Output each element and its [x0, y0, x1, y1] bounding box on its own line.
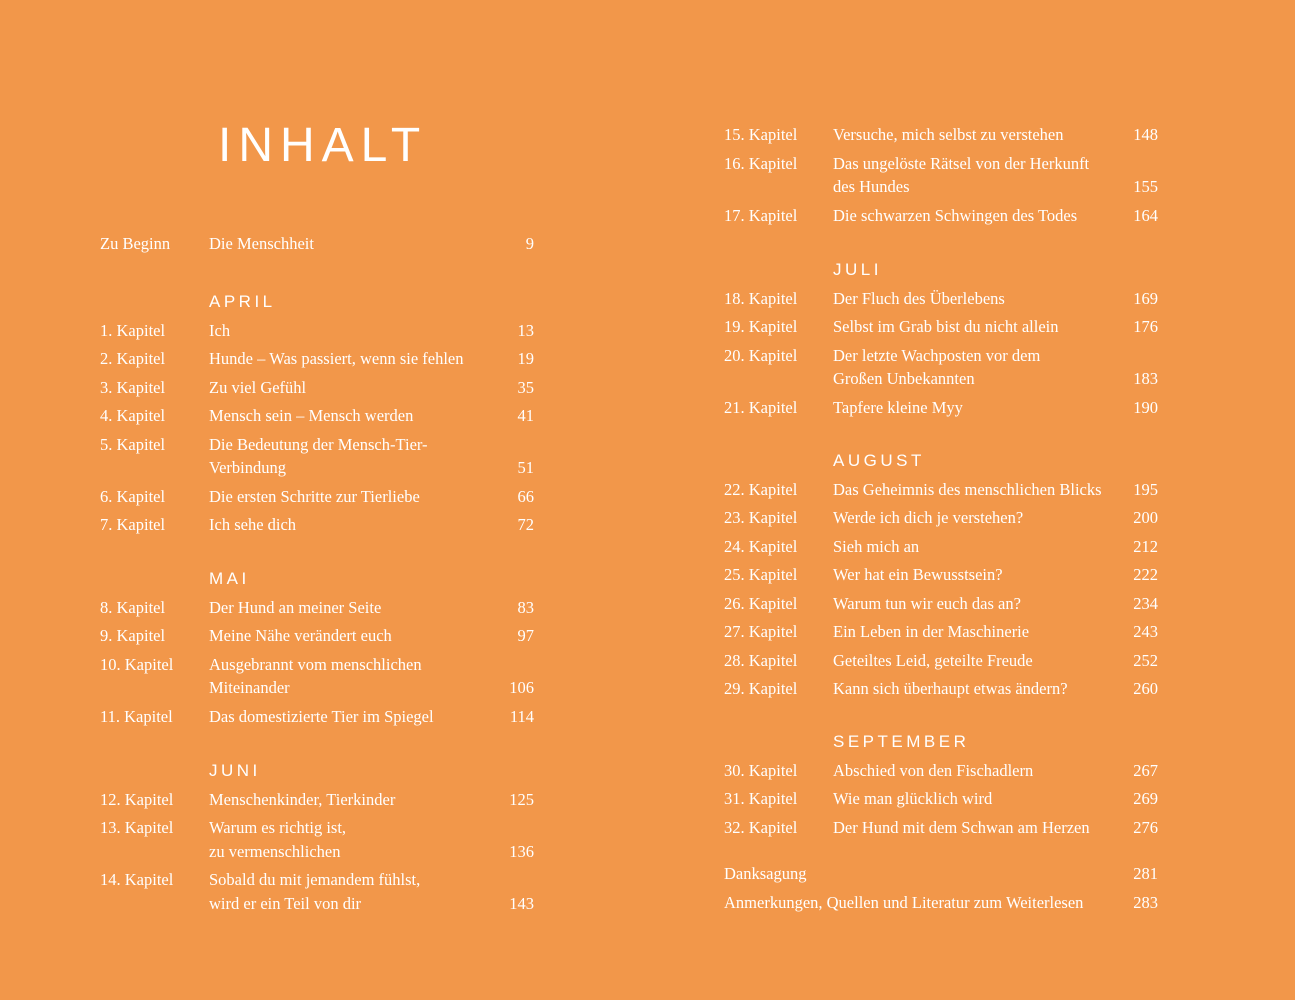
toc-entry: [724, 862, 1158, 886]
entry-title-line: Hunde – Was passiert, wenn sie fehlen: [209, 349, 464, 368]
entry-title-line: Das ungelöste Rätsel von der Herkunft: [833, 153, 1090, 173]
entry-title-line: Geteiltes Leid, geteilte Freude: [833, 650, 1033, 670]
entry-title-line: des Hundes: [833, 177, 910, 196]
toc-entry: [100, 816, 534, 863]
entry-label: 4. Kapitel: [100, 406, 166, 425]
entry-label: 15. Kapitel: [724, 125, 798, 144]
entry-label: 30. Kapitel: [724, 760, 798, 780]
entry-list: [724, 759, 1158, 840]
entry-page: 243: [1133, 622, 1158, 641]
toc-entry: [100, 788, 534, 812]
entry-page: 212: [1133, 536, 1158, 556]
entry-label: 27. Kapitel: [724, 622, 798, 641]
entry-title-line: Die schwarzen Schwingen des Todes: [833, 205, 1078, 225]
entry-list: [724, 287, 1158, 420]
entry-page: 234: [1133, 593, 1158, 613]
month-heading: APRIL: [209, 292, 276, 311]
toc-entry: [100, 624, 534, 648]
entry-title-line: Der letzte Wachposten vor dem: [833, 345, 1041, 365]
entry-page: 276: [1133, 817, 1158, 837]
back-matter: [724, 862, 1158, 914]
entry-page: 169: [1133, 288, 1158, 308]
entry-page: 267: [1133, 760, 1158, 780]
toc-entry: [724, 816, 1158, 840]
entry-page: 66: [517, 486, 534, 506]
toc-entry: [724, 677, 1158, 701]
entry-title-line: Kann sich überhaupt etwas ändern?: [833, 679, 1068, 698]
toc-entry: [724, 592, 1158, 616]
entry-page: 72: [517, 515, 534, 534]
toc-entry: [724, 506, 1158, 530]
toc-entry: [724, 891, 1158, 915]
section-september: [724, 730, 1158, 844]
entry-title-line: Miteinander: [209, 678, 290, 697]
entry-page: 183: [1133, 369, 1158, 388]
entry-list: [100, 596, 534, 729]
entry-title-line: zu vermenschlichen: [209, 841, 341, 861]
entry-title: Anmerkungen, Quellen und Literatur zum Weiterlesen: [724, 892, 1084, 912]
toc-entry: [100, 376, 534, 400]
toc-column-right: [724, 123, 1158, 232]
entry-title-line: Das Geheimnis des menschlichen Blicks: [833, 479, 1102, 499]
entry-label: 32. Kapitel: [724, 817, 798, 837]
entry-title-line: Menschenkinder, Tierkinder: [209, 789, 396, 809]
entry-label: 25. Kapitel: [724, 565, 798, 584]
entry-title-line: Tapfere kleine Myy: [833, 397, 963, 417]
entry-label: 7. Kapitel: [100, 515, 166, 534]
entry-list: [724, 123, 1158, 227]
toc-entry: [100, 513, 534, 537]
entry-page: 83: [517, 597, 534, 617]
toc-entry: [724, 152, 1158, 199]
toc-entry: [724, 649, 1158, 673]
toc-entry: [100, 596, 534, 620]
entry-label: 6. Kapitel: [100, 486, 166, 506]
entry-label: 1. Kapitel: [100, 320, 166, 340]
entry-label: 11. Kapitel: [100, 706, 173, 726]
entry-title-line: Der Fluch des Überlebens: [833, 288, 1005, 308]
toc-entry: [100, 232, 534, 256]
section-juni: [100, 759, 534, 920]
entry-label: 19. Kapitel: [724, 317, 798, 336]
month-heading: AUGUST: [833, 451, 925, 470]
toc-entry: [724, 315, 1158, 339]
entry-page: 164: [1133, 205, 1158, 225]
entry-title-line: Versuche, mich selbst zu verstehen: [833, 125, 1064, 144]
entry-label: 22. Kapitel: [724, 479, 798, 499]
entry-label: 16. Kapitel: [724, 153, 798, 173]
toc-entry: [724, 787, 1158, 811]
toc-entry: [100, 868, 534, 915]
page-title: INHALT: [218, 119, 428, 172]
entry-title-line: Warum es richtig ist,: [209, 818, 347, 837]
entry-title-line: Mensch sein – Mensch werden: [209, 406, 414, 425]
entry-title-line: Abschied von den Fischadlern: [833, 760, 1034, 780]
entry-label: 2. Kapitel: [100, 349, 166, 368]
toc-entry: [100, 433, 534, 480]
toc-entry: [724, 204, 1158, 228]
entry-label: 28. Kapitel: [724, 650, 798, 670]
toc-entry: [100, 347, 534, 371]
entry-label: 12. Kapitel: [100, 789, 174, 809]
entry-page: 106: [509, 678, 534, 697]
entry-label: 18. Kapitel: [724, 288, 798, 308]
entry-page: 143: [509, 893, 534, 913]
toc-entry: [724, 344, 1158, 391]
toc-column-left: [100, 232, 534, 256]
entry-page: 222: [1133, 565, 1158, 584]
entry-page: 125: [509, 789, 534, 809]
entry-title-line: Ich: [209, 320, 231, 340]
entry-title-line: wird er ein Teil von dir: [209, 893, 362, 913]
entry-title-line: Verbindung: [209, 458, 286, 477]
entry-label: 14. Kapitel: [100, 870, 174, 889]
entry-page: 260: [1133, 679, 1158, 698]
entry-label: Zu Beginn: [100, 234, 171, 253]
entry-page: 269: [1133, 789, 1158, 808]
month-heading: JULI: [833, 260, 882, 279]
entry-page: 9: [525, 234, 534, 253]
entry-title: Die Menschheit: [209, 234, 314, 253]
entry-page: 176: [1133, 317, 1158, 336]
toc-entry: [724, 396, 1158, 420]
entry-page: 283: [1133, 892, 1158, 912]
entry-title-line: Das domestizierte Tier im Spiegel: [209, 706, 434, 726]
entry-label: 23. Kapitel: [724, 508, 798, 527]
entry-label: 9. Kapitel: [100, 626, 166, 645]
entry-page: 190: [1133, 397, 1158, 417]
entry-label: 8. Kapitel: [100, 597, 166, 617]
entry-page: 97: [517, 626, 534, 645]
section-april: [100, 290, 534, 542]
entry-title-line: Ausgebrannt vom menschlichen: [209, 654, 422, 674]
entry-page: 114: [509, 706, 534, 726]
entry-list: [100, 319, 534, 537]
toc-entry: [100, 485, 534, 509]
entry-label: 31. Kapitel: [724, 789, 798, 808]
toc-entry: [100, 705, 534, 729]
section-mai: [100, 567, 534, 733]
entry-page: 148: [1133, 125, 1158, 144]
entry-label: 29. Kapitel: [724, 679, 798, 698]
entry-page: 35: [517, 377, 534, 397]
entry-title-line: Wie man glücklich wird: [833, 789, 993, 808]
entry-title-line: Werde ich dich je verstehen?: [833, 508, 1024, 527]
toc-entry: [100, 653, 534, 700]
entry-title-line: Ein Leben in der Maschinerie: [833, 622, 1030, 641]
toc-entry: [724, 535, 1158, 559]
entry-label: 21. Kapitel: [724, 397, 798, 417]
toc-entry: [724, 123, 1158, 147]
entry-title-line: Selbst im Grab bist du nicht allein: [833, 317, 1059, 336]
entry-title-line: Sobald du mit jemandem fühlst,: [209, 870, 421, 889]
entry-page: 155: [1133, 177, 1158, 196]
entry-page: 281: [1133, 864, 1158, 883]
month-heading: MAI: [209, 569, 250, 588]
entry-title: Danksagung: [724, 864, 807, 883]
toc-entry: [724, 287, 1158, 311]
section-juli: [724, 258, 1158, 424]
entry-label: 10. Kapitel: [100, 654, 174, 674]
toc-entry: [724, 478, 1158, 502]
entry-page: 51: [517, 458, 534, 477]
entry-page: 252: [1133, 650, 1158, 670]
month-heading: JUNI: [209, 761, 261, 780]
entry-title-line: Großen Unbekannten: [833, 369, 975, 388]
entry-page: 136: [509, 841, 534, 861]
entry-label: 13. Kapitel: [100, 818, 174, 837]
entry-label: 17. Kapitel: [724, 205, 798, 225]
entry-title-line: Warum tun wir euch das an?: [833, 593, 1021, 613]
entry-title-line: Zu viel Gefühl: [209, 377, 307, 397]
entry-page: 19: [517, 349, 534, 368]
toc-entry: [724, 620, 1158, 644]
entry-label: 3. Kapitel: [100, 377, 166, 397]
entry-label: 20. Kapitel: [724, 345, 798, 365]
toc-entry: [100, 404, 534, 428]
entry-title-line: Der Hund mit dem Schwan am Herzen: [833, 817, 1090, 837]
entry-title-line: Meine Nähe verändert euch: [209, 626, 392, 645]
entry-list: [724, 478, 1158, 701]
month-heading: SEPTEMBER: [833, 732, 970, 751]
section-august: [724, 449, 1158, 706]
entry-title-line: Die Bedeutung der Mensch-Tier-: [209, 434, 428, 454]
entry-title-line: Sieh mich an: [833, 536, 920, 556]
entry-title-line: Der Hund an meiner Seite: [209, 597, 382, 617]
entry-label: 26. Kapitel: [724, 593, 798, 613]
entry-page: 41: [517, 406, 534, 425]
entry-page: 13: [517, 320, 534, 340]
entry-title-line: Wer hat ein Bewusstsein?: [833, 565, 1003, 584]
toc-entry: [100, 319, 534, 343]
toc-entry: [724, 759, 1158, 783]
entry-title-line: Die ersten Schritte zur Tierliebe: [209, 486, 420, 506]
toc-entry: [724, 563, 1158, 587]
entry-page: 195: [1133, 479, 1158, 499]
entry-list: [100, 788, 534, 916]
entry-title-line: Ich sehe dich: [209, 515, 297, 534]
entry-label: 24. Kapitel: [724, 536, 798, 556]
entry-label: 5. Kapitel: [100, 434, 166, 454]
entry-page: 200: [1133, 508, 1158, 527]
